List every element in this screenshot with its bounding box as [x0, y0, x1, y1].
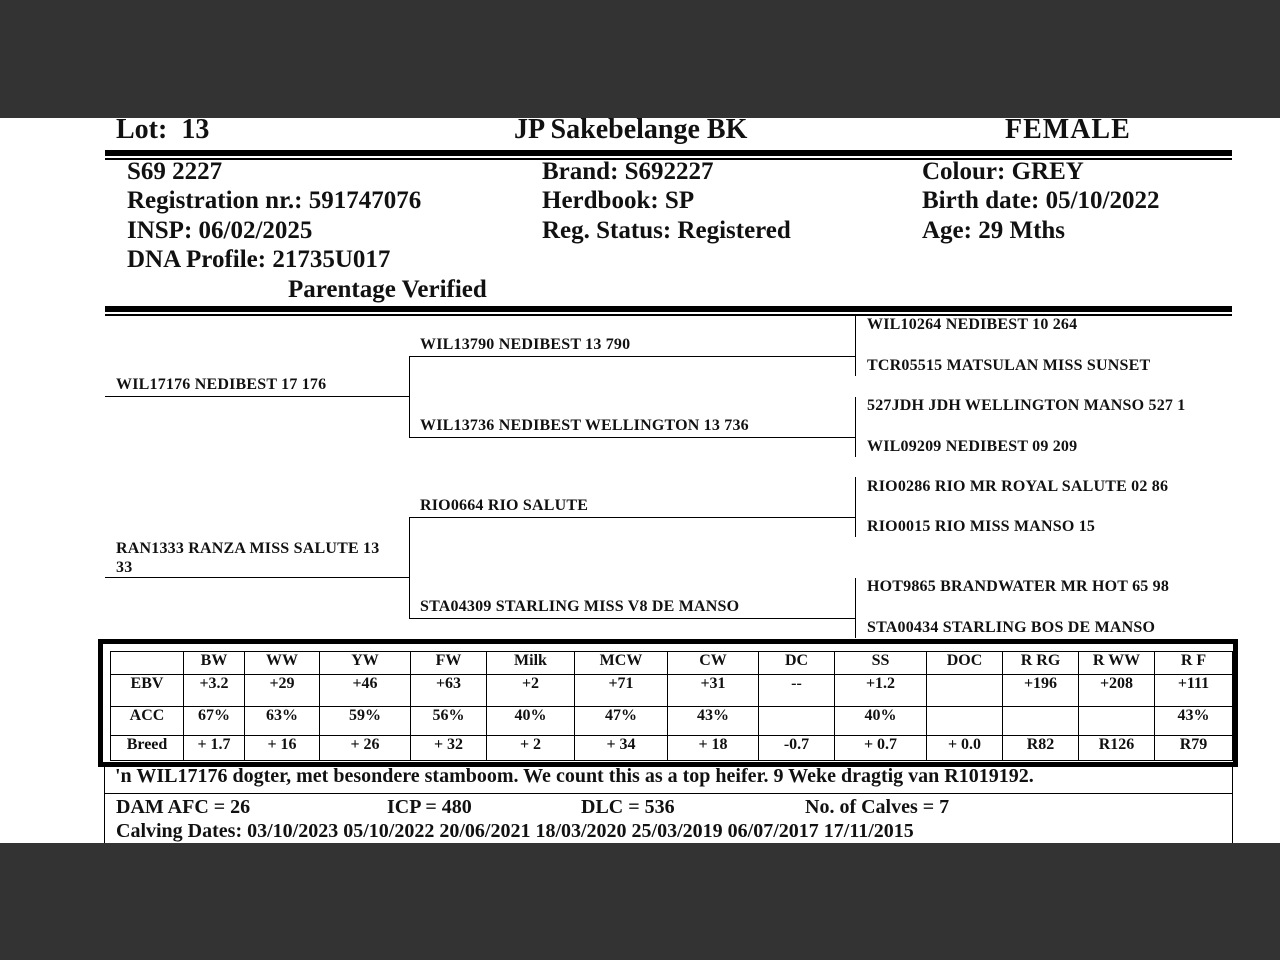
- pedigree-sire-dam: WIL13736 NEDIBEST WELLINGTON 13 736: [420, 417, 749, 434]
- pedigree-gg-2: TCR05515 MATSULAN MISS SUNSET: [867, 357, 1151, 374]
- ebv-header-cell: YW: [320, 652, 411, 675]
- ebv-header-cell: WW: [245, 652, 320, 675]
- pedigree-dam: [116, 539, 379, 577]
- ebv-row-label: Breed: [111, 736, 184, 761]
- ebv-cell: --: [759, 675, 835, 707]
- ebv-row-label: ACC: [111, 707, 184, 736]
- ebv-cell: 43%: [668, 707, 759, 736]
- dam-sire-line: [409, 517, 855, 518]
- dna-profile: DNA Profile: 21735U017: [127, 246, 391, 273]
- ebv-cell: [1003, 707, 1079, 736]
- ebv-cell: + 32: [411, 736, 487, 761]
- insp-date: INSP: 06/02/2025: [127, 217, 313, 244]
- animal-id: S69 2227: [127, 158, 223, 185]
- ebv-cell: +3.2: [184, 675, 245, 707]
- ebv-cell: + 0.0: [927, 736, 1003, 761]
- ebv-cell: +29: [245, 675, 320, 707]
- sire-sire-line: [409, 356, 855, 357]
- ebv-header-cell: R WW: [1079, 652, 1155, 675]
- ebv-header-cell: [111, 652, 184, 675]
- lot-sheet: [0, 118, 1280, 843]
- header-rule-thick: [105, 150, 1232, 156]
- ebv-header-cell: Milk: [487, 652, 575, 675]
- ebv-cell: 63%: [245, 707, 320, 736]
- parentage-status: Parentage Verified: [288, 276, 487, 303]
- ebv-header-cell: DC: [759, 652, 835, 675]
- pedigree-gg-1: WIL10264 NEDIBEST 10 264: [867, 316, 1078, 333]
- ebv-cell: +46: [320, 675, 411, 707]
- lot-number: 13: [181, 118, 210, 145]
- ebv-cell: 40%: [835, 707, 927, 736]
- ebv-table: [110, 651, 1233, 761]
- sd-connector: [855, 397, 856, 457]
- dd-connector: [855, 578, 856, 638]
- ebv-cell: 40%: [487, 707, 575, 736]
- pedigree-gg-3: 527JDH JDH WELLINGTON MANSO 527 1: [867, 397, 1186, 414]
- ebv-cell: R79: [1155, 736, 1233, 761]
- herdbook: Herdbook: SP: [542, 187, 695, 214]
- pedigree-dam-line1: RAN1333 RANZA MISS SALUTE 13: [116, 540, 380, 557]
- ebv-header-cell: R F: [1155, 652, 1233, 675]
- ebv-cell: 56%: [411, 707, 487, 736]
- footer-box: [104, 793, 1233, 843]
- pedigree-sire-sire: WIL13790 NEDIBEST 13 790: [420, 336, 631, 353]
- ebv-row-label: EBV: [111, 675, 184, 707]
- ebv-header-row: [111, 652, 1233, 675]
- pedigree-gg-7: HOT9865 BRANDWATER MR HOT 65 98: [867, 578, 1170, 595]
- ebv-cell: 43%: [1155, 707, 1233, 736]
- ebv-cell: [759, 707, 835, 736]
- breeder-name: JP Sakebelange BK: [514, 118, 748, 145]
- ebv-cell: [1079, 707, 1155, 736]
- ebv-cell: +196: [1003, 675, 1079, 707]
- ebv-row-ebv: [111, 675, 1233, 707]
- ebv-cell: 47%: [575, 707, 668, 736]
- ebv-cell: [927, 675, 1003, 707]
- ebv-cell: +111: [1155, 675, 1233, 707]
- ebv-cell: +63: [411, 675, 487, 707]
- ss-connector: [855, 316, 856, 376]
- ebv-cell: + 16: [245, 736, 320, 761]
- ebv-header-cell: SS: [835, 652, 927, 675]
- sire-dam-line: [409, 437, 855, 438]
- pedigree-gg-6: RIO0015 RIO MISS MANSO 15: [867, 518, 1096, 535]
- icp: ICP = 480: [387, 796, 472, 818]
- ds-connector: [855, 477, 856, 537]
- reg-status: Reg. Status: Registered: [542, 217, 791, 244]
- ebv-header-cell: R RG: [1003, 652, 1079, 675]
- ebv-cell: 67%: [184, 707, 245, 736]
- ebv-header-cell: FW: [411, 652, 487, 675]
- comment-text: 'n WIL17176 dogter, met besondere stamboom. We count this as a top heifer. 9 Weke dragtig van R1019192.: [115, 765, 1034, 787]
- lot-label-text: Lot:: [116, 118, 168, 145]
- pedigree-dam-sire: RIO0664 RIO SALUTE: [420, 497, 589, 514]
- dam-afc: DAM AFC = 26: [116, 796, 251, 818]
- dam-connector: [409, 517, 410, 618]
- dam-dam-line: [409, 618, 855, 619]
- ebv-cell: + 2: [487, 736, 575, 761]
- no-of-calves: No. of Calves = 7: [805, 796, 950, 818]
- pedigree-dam-line2: 33: [116, 559, 133, 576]
- ebv-cell: R82: [1003, 736, 1079, 761]
- brand: Brand: S692227: [542, 158, 714, 185]
- birth-date: Birth date: 05/10/2022: [922, 187, 1160, 214]
- sex-label: FEMALE: [1005, 118, 1131, 145]
- ebv-row-breed: [111, 736, 1233, 761]
- sire-line: [105, 396, 409, 397]
- ebv-header-cell: CW: [668, 652, 759, 675]
- dlc: DLC = 536: [581, 796, 675, 818]
- ebv-cell: + 34: [575, 736, 668, 761]
- pedigree-gg-4: WIL09209 NEDIBEST 09 209: [867, 438, 1078, 455]
- lot-label: [116, 118, 209, 146]
- ebv-cell: +71: [575, 675, 668, 707]
- ebv-header-cell: MCW: [575, 652, 668, 675]
- ebv-cell: + 0.7: [835, 736, 927, 761]
- ebv-cell: +1.2: [835, 675, 927, 707]
- ebv-cell: + 26: [320, 736, 411, 761]
- pedigree-dam-dam: STA04309 STARLING MISS V8 DE MANSO: [420, 598, 740, 615]
- ebv-row-acc: [111, 707, 1233, 736]
- pedigree-sire: WIL17176 NEDIBEST 17 176: [116, 376, 327, 393]
- ebv-header-cell: DOC: [927, 652, 1003, 675]
- sire-connector: [409, 356, 410, 437]
- pedigree-gg-5: RIO0286 RIO MR ROYAL SALUTE 02 86: [867, 478, 1169, 495]
- ebv-header-cell: BW: [184, 652, 245, 675]
- ebv-cell: + 1.7: [184, 736, 245, 761]
- info-rule-thick: [105, 306, 1232, 312]
- ebv-cell: +2: [487, 675, 575, 707]
- ebv-cell: [927, 707, 1003, 736]
- ebv-cell: 59%: [320, 707, 411, 736]
- ebv-table-frame: [98, 639, 1238, 767]
- calving-dates: Calving Dates: 03/10/2023 05/10/2022 20/06/2021 18/03/2020 25/03/2019 06/07/2017 17/11/2015: [116, 820, 914, 842]
- colour: Colour: GREY: [922, 158, 1084, 185]
- ebv-cell: -0.7: [759, 736, 835, 761]
- ebv-cell: +208: [1079, 675, 1155, 707]
- comment-box: [104, 762, 1233, 794]
- registration-number: Registration nr.: 591747076: [127, 187, 422, 214]
- ebv-cell: + 18: [668, 736, 759, 761]
- age: Age: 29 Mths: [922, 217, 1066, 244]
- ebv-cell: +31: [668, 675, 759, 707]
- pedigree-gg-8: STA00434 STARLING BOS DE MANSO: [867, 619, 1156, 636]
- ebv-cell: R126: [1079, 736, 1155, 761]
- dam-line: [105, 577, 409, 578]
